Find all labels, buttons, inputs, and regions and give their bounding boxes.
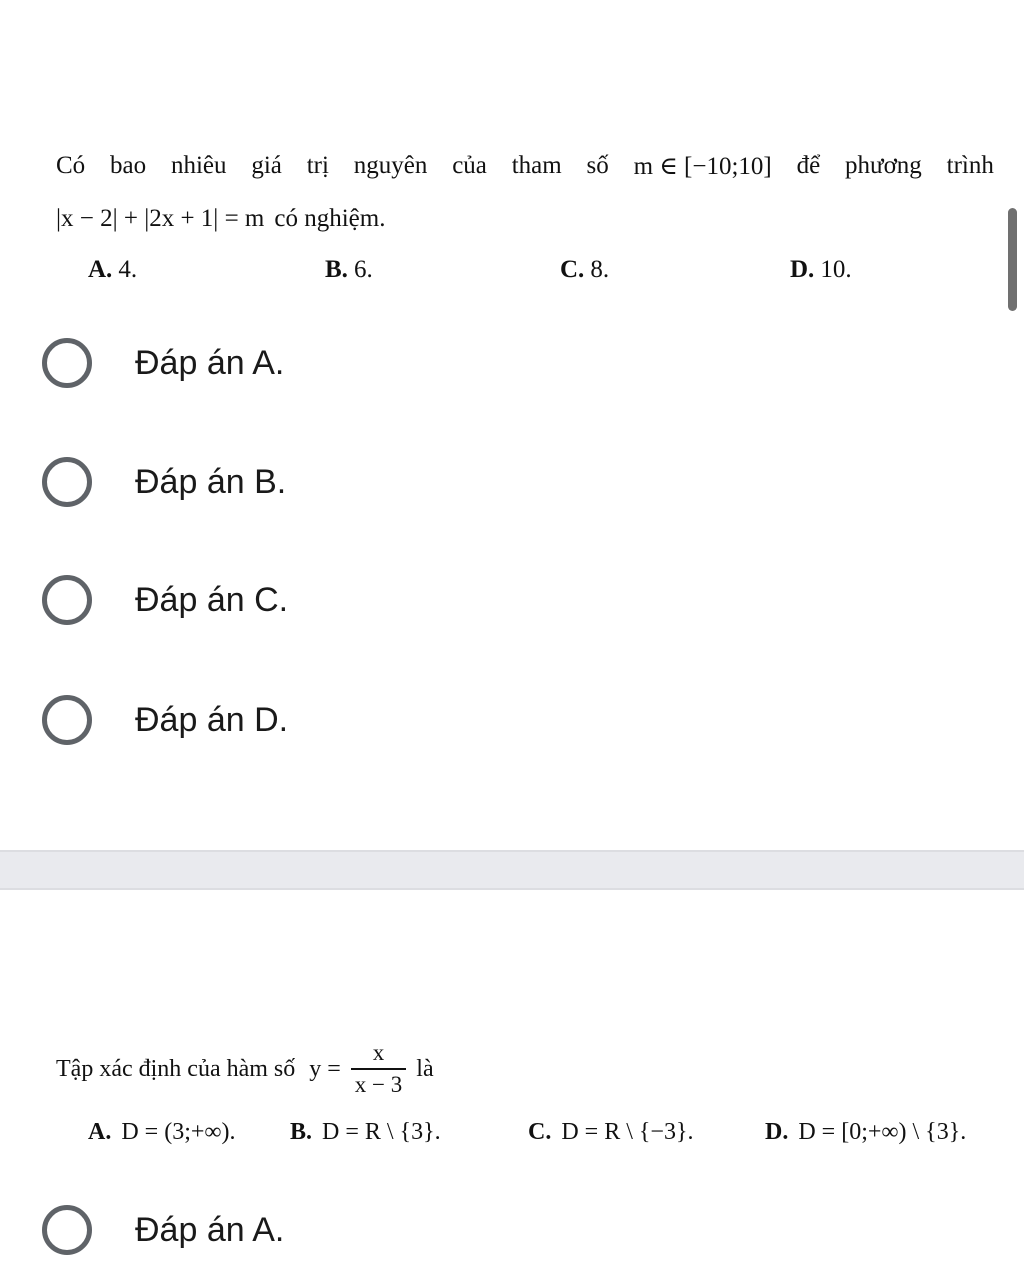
q1-option-d xyxy=(790,250,852,290)
option-text: 10. xyxy=(820,256,852,283)
q1-word: để xyxy=(796,152,821,179)
q2-denominator: x − 3 xyxy=(351,1068,406,1098)
scrollbar-thumb[interactable] xyxy=(1008,208,1017,311)
q1-word: phương xyxy=(845,152,922,179)
option-letter: B. xyxy=(325,256,348,283)
option-letter: C. xyxy=(560,256,585,283)
q1-word: bao xyxy=(110,152,147,179)
section-divider xyxy=(0,850,1024,890)
q2-option-b xyxy=(290,1112,441,1152)
q1-word: của xyxy=(452,152,487,179)
option-letter: D. xyxy=(790,256,815,283)
q1-word: nguyên xyxy=(353,152,428,179)
q2-option-d xyxy=(765,1112,966,1152)
radio-button[interactable] xyxy=(42,575,92,625)
q1-word: số xyxy=(586,152,609,179)
option-text: D = R \ {3}. xyxy=(322,1118,441,1145)
option-text: D = [0;+∞) \ {3}. xyxy=(798,1118,967,1145)
q1-equation-suffix: có nghiệm. xyxy=(274,205,386,232)
q2-prefix: Tập xác định của hàm số xyxy=(56,1055,296,1082)
answer-label: Đáp án D. xyxy=(135,700,289,739)
q2-suffix: là xyxy=(416,1055,434,1082)
q1-word: Có xyxy=(56,152,86,179)
question-1-text-line-1 xyxy=(56,146,994,186)
option-text: 8. xyxy=(590,256,610,283)
q2-answer-option-a[interactable] xyxy=(42,1200,284,1260)
q1-equation: |x − 2| + |2x + 1| = m xyxy=(56,205,265,232)
answer-option-d[interactable] xyxy=(42,690,288,750)
q1-parameter-range: m ∈ [−10;10] xyxy=(633,153,772,180)
answer-label: Đáp án A. xyxy=(135,1210,285,1249)
q2-fraction xyxy=(351,1040,406,1098)
radio-button[interactable] xyxy=(42,338,92,388)
option-letter: B. xyxy=(290,1118,313,1145)
answer-option-a[interactable] xyxy=(42,333,284,393)
q1-option-c xyxy=(560,250,609,290)
q2-option-c xyxy=(528,1112,693,1152)
option-letter: D. xyxy=(765,1118,789,1145)
answer-option-b[interactable] xyxy=(42,452,286,512)
q1-word: giá xyxy=(251,152,282,179)
answer-option-c[interactable] xyxy=(42,570,288,630)
option-text: 4. xyxy=(118,256,138,283)
radio-button[interactable] xyxy=(42,695,92,745)
option-letter: A. xyxy=(88,1118,112,1145)
q2-function-lhs: y = xyxy=(309,1055,341,1082)
q1-option-a xyxy=(88,250,137,290)
q2-option-a xyxy=(88,1112,236,1152)
q1-word: trình xyxy=(946,152,994,179)
option-text: 6. xyxy=(353,256,373,283)
radio-button[interactable] xyxy=(42,457,92,507)
question-1-text-line-2 xyxy=(56,199,385,239)
question-2-text xyxy=(56,1034,434,1104)
option-text: D = R \ {−3}. xyxy=(561,1118,694,1145)
option-text: D = (3;+∞). xyxy=(121,1118,236,1145)
answer-label: Đáp án C. xyxy=(135,580,289,619)
option-letter: C. xyxy=(528,1118,552,1145)
option-letter: A. xyxy=(88,256,113,283)
q2-numerator: x xyxy=(372,1040,385,1065)
q1-word: trị xyxy=(306,152,329,179)
radio-button[interactable] xyxy=(42,1205,92,1255)
answer-label: Đáp án A. xyxy=(135,343,285,382)
q1-option-b xyxy=(325,250,373,290)
answer-label: Đáp án B. xyxy=(135,462,287,501)
q1-word: tham xyxy=(511,152,562,179)
q1-word: nhiêu xyxy=(170,152,227,179)
